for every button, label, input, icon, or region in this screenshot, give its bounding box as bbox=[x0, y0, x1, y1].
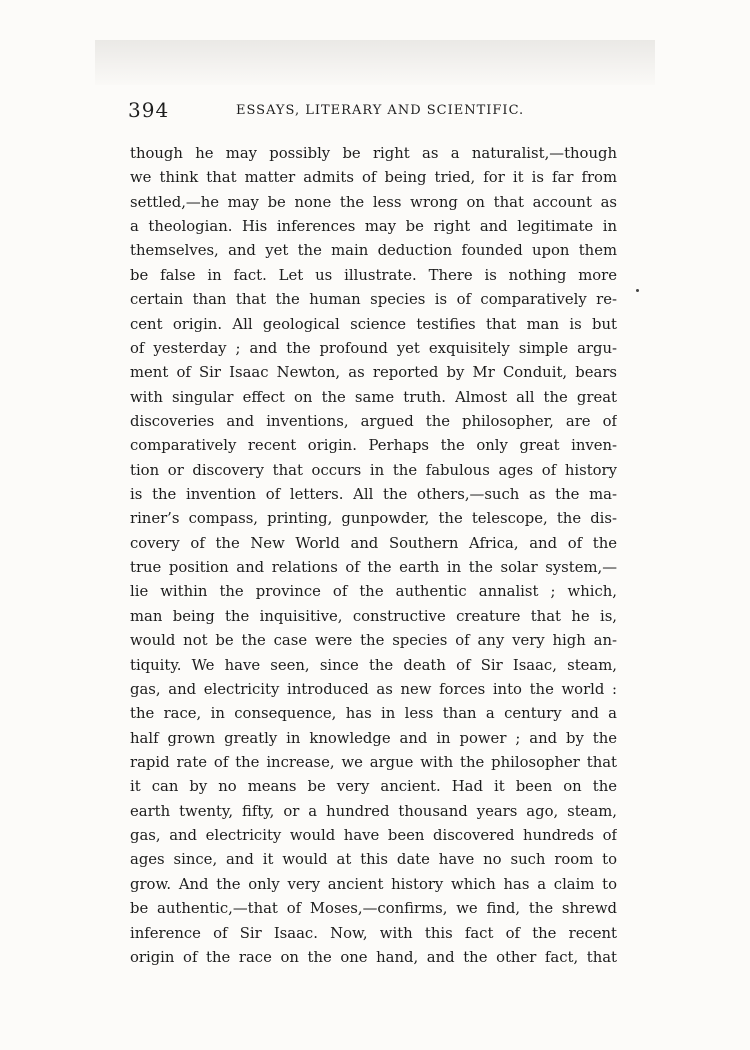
text-line: covery of the New World and Southern Africa, and of the bbox=[130, 534, 617, 552]
text-line: would not be the case were the species of any very high an- bbox=[130, 632, 617, 650]
ink-speck bbox=[636, 289, 639, 292]
text-line: certain than that the human species is of comparatively re- bbox=[130, 291, 617, 309]
text-line: rapid rate of the increase, we argue with the philosopher that bbox=[130, 753, 617, 771]
text-line: a theologian. His inferences may be right and legitimate in bbox=[130, 218, 617, 236]
text-line: cent origin. All geological science testifies that man is but bbox=[130, 315, 617, 333]
text-line: discoveries and inventions, argued the philosopher, are of bbox=[130, 412, 617, 430]
text-line: man being the inquisitive, constructive creature that he is, bbox=[130, 607, 617, 625]
scan-shadow bbox=[95, 40, 655, 85]
text-line: lie within the province of the authentic annalist ; which, bbox=[130, 583, 617, 601]
text-line: origin of the race on the one hand, and the other fact, that bbox=[130, 948, 617, 966]
body-text bbox=[130, 142, 617, 970]
text-line: though he may possibly be right as a naturalist,—though bbox=[130, 145, 617, 162]
text-line: be false in fact. Let us illustrate. There is nothing more bbox=[130, 266, 617, 284]
text-line: the race, in consequence, has in less than a century and a bbox=[130, 705, 617, 723]
text-line: true position and relations of the earth in the solar system,— bbox=[130, 559, 617, 577]
running-head: ESSAYS, LITERARY AND SCIENTIFIC. bbox=[236, 103, 525, 118]
text-line: grow. And the only very ancient history which has a claim to bbox=[130, 875, 617, 893]
text-line: half grown greatly in knowledge and in power ; and by the bbox=[130, 729, 617, 747]
text-line: gas, and electricity introduced as new forces into the world : bbox=[130, 680, 617, 698]
text-line: with singular effect on the same truth. Almost all the great bbox=[130, 388, 617, 406]
text-line: comparatively recent origin. Perhaps the only great inven- bbox=[130, 437, 617, 455]
page-header bbox=[128, 98, 618, 128]
text-line: tion or discovery that occurs in the fabulous ages of history bbox=[130, 461, 617, 479]
text-line: earth twenty, fifty, or a hundred thousand years ago, steam, bbox=[130, 802, 617, 820]
text-line: riner’s compass, printing, gunpowder, the telescope, the dis- bbox=[130, 510, 617, 528]
text-line: we think that matter admits of being tried, for it is far from bbox=[130, 169, 617, 187]
text-line: inference of Sir Isaac. Now, with this fact of the recent bbox=[130, 924, 617, 942]
text-line: of yesterday ; and the profound yet exquisitely simple argu- bbox=[130, 339, 617, 357]
text-line: it can by no means be very ancient. Had it been on the bbox=[130, 778, 617, 796]
text-line: gas, and electricity would have been discovered hundreds of bbox=[130, 827, 617, 845]
text-line: tiquity. We have seen, since the death of Sir Isaac, steam, bbox=[130, 656, 617, 674]
text-line: ages since, and it would at this date have no such room to bbox=[130, 851, 617, 869]
text-line: ment of Sir Isaac Newton, as reported by Mr Conduit, bears bbox=[130, 364, 617, 382]
text-line: is the invention of letters. All the others,—such as the ma- bbox=[130, 486, 617, 504]
text-line: be authentic,—that of Moses,—confirms, we find, the shrewd bbox=[130, 900, 617, 918]
text-line: settled,—he may be none the less wrong on that account as bbox=[130, 193, 617, 211]
page-number: 394 bbox=[128, 98, 170, 122]
text-line: themselves, and yet the main deduction founded upon them bbox=[130, 242, 617, 260]
